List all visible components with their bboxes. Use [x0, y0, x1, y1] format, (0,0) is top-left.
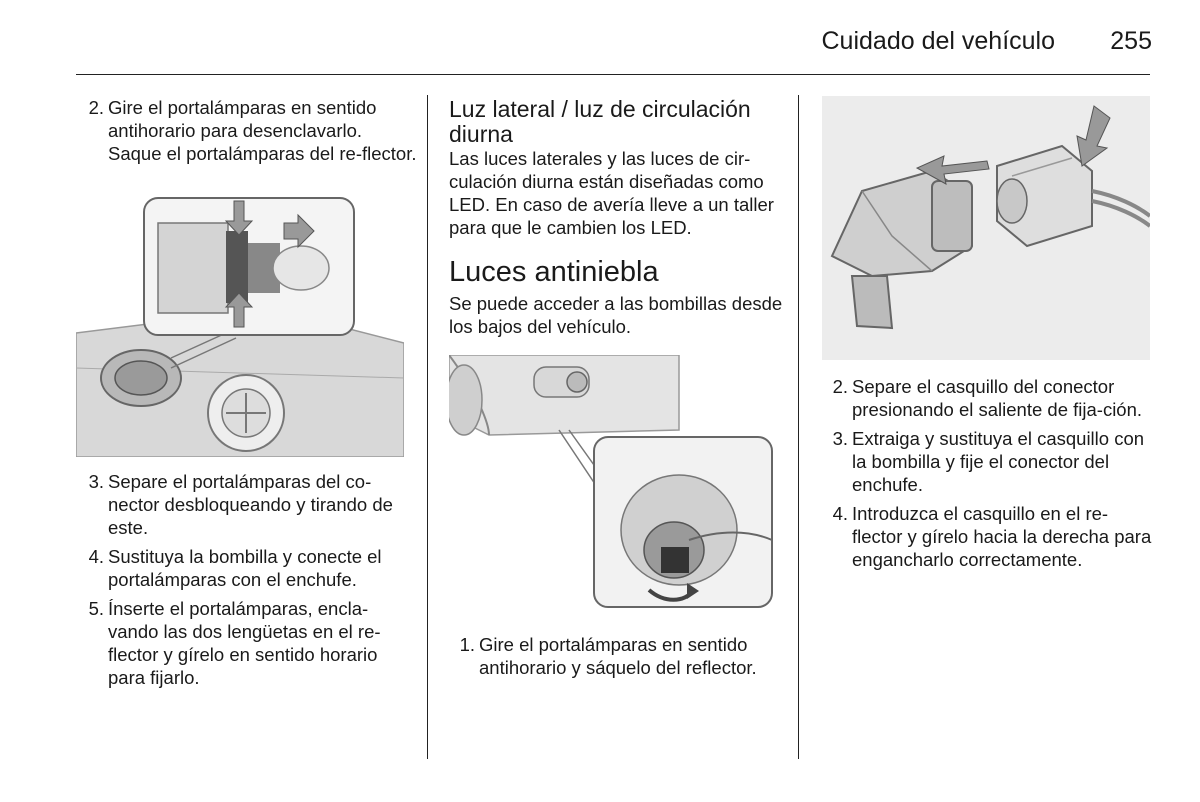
step-text: Introduzca el casquillo en el re-flector y gírelo hacia la derecha para engancharlo correctamente. [852, 503, 1152, 570]
step-number: 4. [88, 546, 104, 567]
step-text: Separe el portalámparas del co-nector desbloqueando y tirando de este. [108, 471, 393, 538]
column-rule-2 [798, 95, 799, 759]
column-3 [822, 375, 1152, 571]
section-heading-fog-lights: Luces antiniebla [449, 256, 659, 288]
column-1-lower [78, 470, 418, 689]
step-item [822, 375, 1152, 421]
column-2 [449, 97, 784, 338]
step-number: 2. [832, 376, 848, 397]
step-list [822, 375, 1152, 571]
step-list-bottom [78, 470, 418, 689]
page-number: 255 [1110, 27, 1152, 55]
figure-fog-lamp [449, 355, 777, 614]
running-header-title: Cuidado del vehículo [821, 27, 1055, 55]
figure-headlamp-bulb-holder [76, 193, 404, 457]
step-list [449, 633, 789, 679]
step-item [78, 96, 418, 165]
column-rule-1 [427, 95, 428, 759]
column-1 [78, 96, 418, 165]
step-item [78, 545, 418, 591]
step-number: 2. [88, 97, 104, 118]
step-item [822, 427, 1152, 496]
figure-bulb-connector [822, 96, 1150, 360]
header-rule [76, 74, 1150, 75]
step-number: 5. [88, 598, 104, 619]
step-text: Extraiga y sustituya el casquillo con la bombilla y fije el conector del enchufe. [852, 428, 1145, 495]
step-number: 3. [88, 471, 104, 492]
section-text-side-lights: Las luces laterales y las luces de cir-culación diurna están diseñadas como LED. En caso de avería lleve a un taller para que le cambien los LED. [449, 148, 774, 238]
step-text: Sustituya la bombilla y conecte el portalámparas con el enchufe. [108, 546, 382, 590]
column-2-lower [449, 633, 789, 679]
step-item [822, 502, 1152, 571]
step-item [449, 633, 789, 679]
section-text-fog-lights: Se puede acceder a las bombillas desde los bajos del vehículo. [449, 293, 783, 337]
step-number: 3. [832, 428, 848, 449]
step-number: 4. [832, 503, 848, 524]
step-item [78, 470, 418, 539]
step-item [78, 597, 418, 689]
step-text: Gire el portalámparas en sentido antihorario y sáquelo del reflector. [479, 634, 757, 678]
step-text: Ínserte el portalámparas, encla-vando las dos lengüetas en el re-flector y gírelo en sentido horario para fijarlo. [108, 598, 381, 688]
step-text: Separe el casquillo del conector presionando el saliente de fija-ción. [852, 376, 1143, 420]
section-heading-side-lights: Luz lateral / luz de circulación diurna [449, 96, 751, 147]
step-number: 1. [459, 634, 475, 655]
step-text: Gire el portalámparas en sentido antihorario para desenclavarlo. Saque el portalámparas del re-flector. [108, 97, 417, 164]
step-list-top [78, 96, 418, 165]
